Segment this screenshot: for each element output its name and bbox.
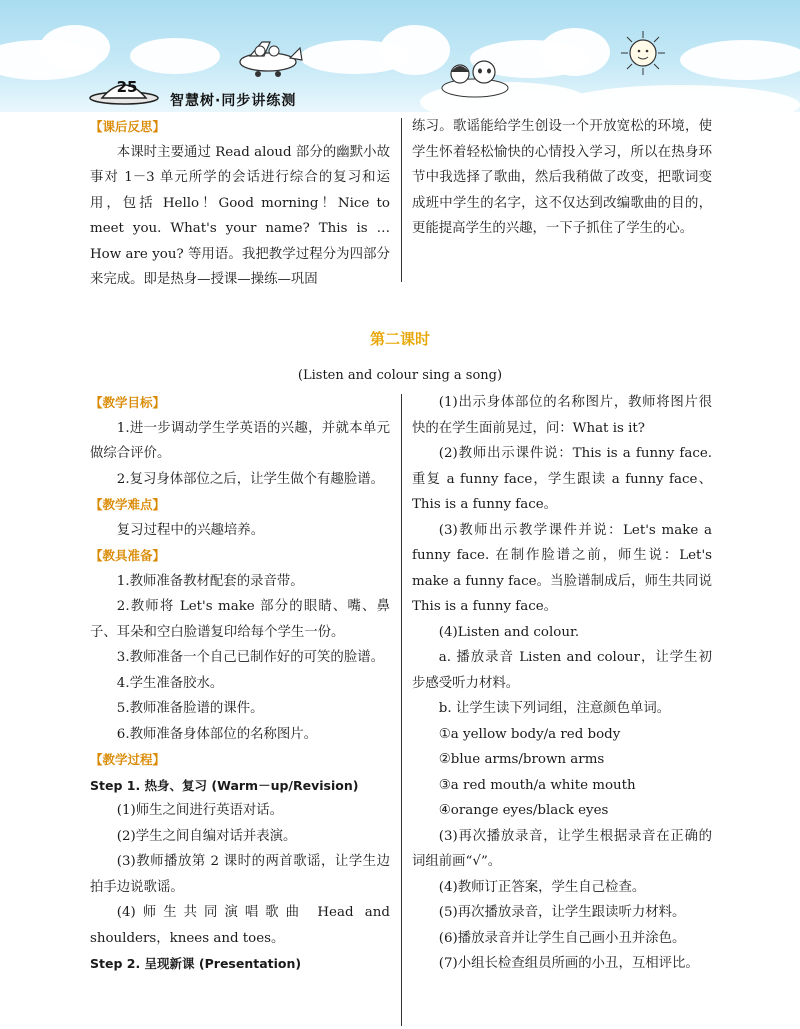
- phrase-option: ②blue arms/brown arms: [438, 752, 605, 767]
- step-item: (1)师生之间进行英语对话。: [116, 803, 284, 818]
- goal-item: 2.复习身体部位之后，让学生做个有趣脸谱。: [116, 471, 384, 487]
- reflection-continued-paragraph: 练习。歌谣能给学生创设一个开放宽松的环境，使学生怀着轻松愉快的心情投入学习，所以在热身环节中我选择了歌曲，然后我稍做了改变，把歌词变成班中学生的名字，这不仅达到改编歌曲的目的，更能提高学生的兴趣，一下子抓住了学生的心。: [412, 119, 712, 236]
- lesson-title: 第二课时: [369, 330, 430, 348]
- phrase-option: ③a red mouth/a white mouth: [438, 777, 636, 793]
- sun-icon: [620, 30, 666, 76]
- presentation-item: (6)播放录音并让学生自己画小丑并涂色。: [438, 930, 686, 946]
- main-right-column: [412, 390, 712, 977]
- presentation-item: (3)再次播放录音，让学生根据录音在正确的词组前画“√”。: [412, 828, 712, 869]
- goal-tag: 【教学目标】: [90, 395, 166, 410]
- airplane-illustration-icon: [232, 36, 304, 82]
- column-divider-top: [401, 118, 402, 282]
- reflection-tag: 【课后反思】: [90, 119, 166, 134]
- difficulty-tag: 【教学难点】: [90, 497, 166, 512]
- page-number: 25: [116, 78, 138, 96]
- presentation-item: a. 播放录音 Listen and colour，让学生初步感受听力材料。: [412, 650, 712, 691]
- step-heading: Step 2. 呈现新课 (Presentation): [90, 956, 302, 971]
- presentation-item: b. 让学生读下列词组，注意颜色单词。: [438, 701, 671, 716]
- children-on-cloud-icon: [440, 54, 510, 98]
- goal-item: 1.进一步调动学生学英语的兴趣，并就本单元做综合评价。: [90, 420, 390, 461]
- presentation-item: (4)Listen and colour.: [438, 624, 580, 640]
- reflection-left-column: [90, 114, 390, 293]
- presentation-item: (2)教师出示课件说：This is a funny face. 重复 a funny face，学生跟读 a funny face、This is a funny face。: [412, 446, 712, 512]
- presentation-item: (3)教师出示教学课件并说：Let's make a funny face. 在制作脸谱之前，师生说：Let's make a funny face。当脸谱制成后，师生共同说 This is a funny face。: [412, 522, 712, 614]
- phrase-option: ④orange eyes/black eyes: [438, 803, 609, 818]
- prep-item: 6.教师准备身体部位的名称图片。: [116, 726, 318, 742]
- difficulty-text: 复习过程中的兴趣培养。: [116, 522, 265, 538]
- process-tag: 【教学过程】: [90, 752, 166, 767]
- step-heading: Step 1. 热身、复习 (Warm－up/Revision): [90, 777, 359, 793]
- reflection-paragraph: 本课时主要通过 Read aloud 部分的幽默小故事对 1－3 单元所学的会话进行综合的复习和运用，包括 Hello！Good morning！Nice to meet you. What's your name? This is … How are you? 等用语。我把教学过程分为四部分来完成。即是热身—授课—操练—巩固: [90, 144, 390, 287]
- main-left-column: [90, 390, 390, 977]
- presentation-item: (7)小组长检查组员所画的小丑，互相评比。: [438, 956, 699, 971]
- prep-item: 4.学生准备胶水。: [116, 675, 224, 691]
- step-item: (3)教师播放第 2 课时的两首歌谣，让学生边拍手边说歌谣。: [90, 854, 390, 895]
- lesson-subtitle: (Listen and colour sing a song): [297, 368, 503, 383]
- series-title: 智慧树·同步讲练测: [170, 93, 297, 109]
- presentation-item: (1)出示身体部位的名称图片，教师将图片很快的在学生面前晃过，问：What is it?: [412, 395, 712, 436]
- prep-item: 3.教师准备一个自己已制作好的可笑的脸谱。: [116, 650, 384, 665]
- reflection-right-column: [412, 114, 712, 242]
- column-divider-main: [401, 394, 402, 1026]
- prep-item: 5.教师准备脸谱的课件。: [116, 701, 264, 716]
- prep-tag: 【教具准备】: [90, 548, 166, 563]
- step-item: (2)学生之间自编对话并表演。: [116, 828, 297, 844]
- prep-item: 2.教师将 Let's make 部分的眼睛、嘴、鼻子、耳朵和空白脸谱复印给每个学生一份。: [90, 599, 390, 640]
- step-item: (4)师生共同演唱歌曲 Head and shoulders，knees and toes。: [90, 905, 390, 946]
- prep-item: 1.教师准备教材配套的录音带。: [116, 573, 304, 589]
- presentation-item: (4)教师订正答案，学生自己检查。: [438, 879, 646, 895]
- phrase-option: ①a yellow body/a red body: [438, 726, 621, 742]
- presentation-item: (5)再次播放录音，让学生跟读听力材料。: [438, 905, 686, 920]
